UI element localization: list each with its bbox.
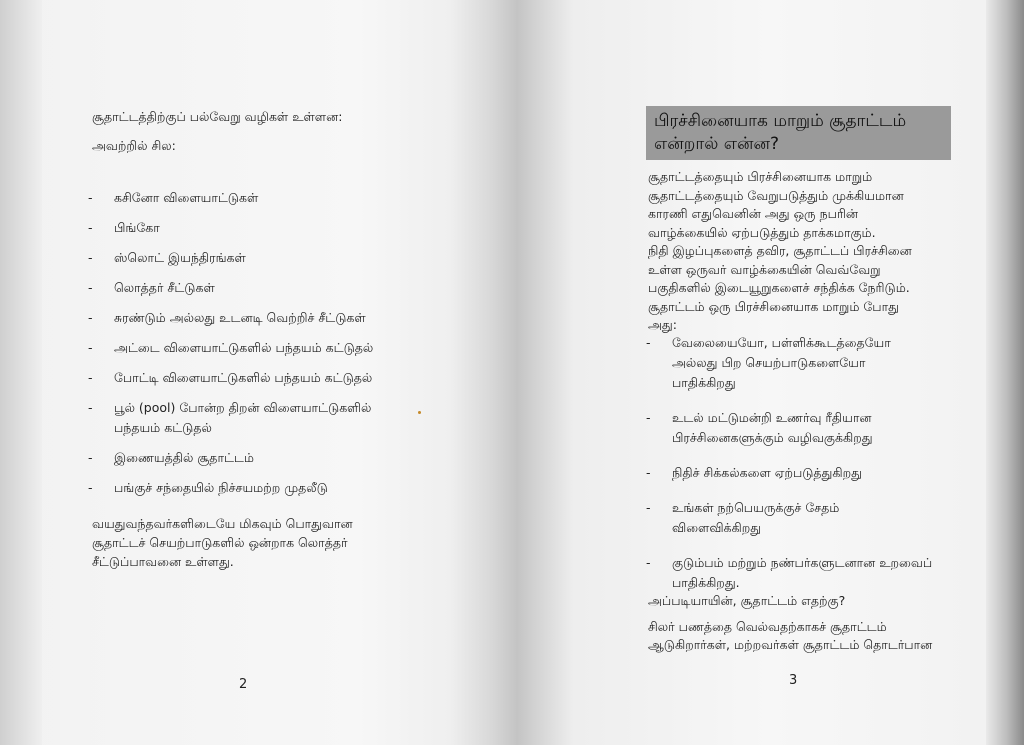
bullet-dash: - [646,410,651,425]
question-line: அப்படியாயின், சூதாட்டம் எதற்கு? [648,593,846,608]
bullet-dash: - [88,250,93,265]
list-item [88,478,373,498]
list-item-text: உங்கள் நற்பெயருக்குச் சேதம் [672,500,840,515]
bullet-dash: - [88,310,93,325]
list-item [646,553,933,593]
list-item-text: லொத்தர் சீட்டுகள் [114,280,215,295]
list-item-text: குடும்பம் மற்றும் நண்பர்களுடனான உறவைப் [672,555,933,570]
bullet-dash: - [646,555,651,570]
bullet-dash: - [88,370,93,385]
bullet-dash: - [646,335,651,350]
list-item-text: வேலையையோ, பள்ளிக்கூடத்தையோ [672,335,891,350]
list-item [88,368,373,388]
bullet-dash: - [646,500,651,515]
list-item-text: நிதிச் சிக்கல்களை ஏற்படுத்துகிறது [672,465,862,480]
list-item-text: பூல் (pool) போன்ற திறன் விளையாட்டுகளில் [114,400,372,415]
closing-line-3: சீட்டுப்பாவனை உள்ளது. [92,554,234,569]
bullet-dash: - [88,220,93,235]
list-item-text: போட்டி விளையாட்டுகளில் பந்தயம் கட்டுதல் [114,370,373,385]
paragraph-line: உள்ள ஒருவர் வாழ்க்கையின் வெவ்வேறு [648,261,881,277]
bullet-dash: - [88,190,93,205]
list-item-text: இணையத்தில் சூதாட்டம் [114,450,254,465]
list-item-text: கசினோ விளையாட்டுகள் [114,190,259,205]
list-item-text: அல்லது பிற செயற்பாடுகளையோ [672,355,866,370]
right-page-edge [986,0,1024,745]
list-item-text: அட்டை விளையாட்டுகளில் பந்தயம் கட்டுதல் [114,340,374,355]
list-item [646,333,932,393]
list-item [646,498,932,538]
left-page [42,0,502,745]
list-item-text: பாதிக்கிறது [672,375,736,390]
list-item [88,188,373,208]
right-page [530,0,984,745]
last-line-2: ஆடுகிறார்கள், மற்றவர்கள் சூதாட்டம் தொடர்பான [648,637,933,652]
list-item-text: சுரண்டும் அல்லது உடனடி வெற்றிச் சீட்டுகள் [114,310,366,325]
last-line-1: சிலர் பணத்தை வெல்வதற்காகச் சூதாட்டம் [648,619,887,634]
bullet-dash: - [88,480,93,495]
list-item-text: ஸ்லொட் இயந்திரங்கள் [114,250,246,265]
bullet-dash: - [88,400,93,415]
intro-paragraph [648,168,912,335]
bullet-dash: - [88,340,93,355]
intro-sub-line: அவற்றில் சில: [92,138,176,153]
list-item [88,398,373,438]
paper-speck [418,411,421,414]
list-item [646,463,932,483]
impacts-list [646,333,933,608]
list-item [88,308,373,328]
paragraph-line: சூதாட்டத்தையும் வேறுபடுத்தும் முக்கியமான [648,187,904,203]
heading-line-1: பிரச்சினையாக மாறும் சூதாட்டம் [654,111,907,131]
closing-line-2: சூதாட்டச் செயற்பாடுகளில் ஒன்றாக லொத்தர் [92,535,348,550]
list-item-text: உடல் மட்டுமன்றி உணர்வு ரீதியான [672,410,872,425]
list-item-text: விளைவிக்கிறது [672,520,762,535]
list-item-text: பிரச்சினைகளுக்கும் வழிவகுக்கிறது [672,430,873,445]
page-number-left: 2 [239,677,248,692]
list-item [88,248,373,268]
paragraph-line: காரணி எதுவெனின் அது ஒரு நபரின் [648,206,859,221]
paragraph-line: பகுதிகளில் இடையூறுகளைச் சந்திக்க நேரிடும். [648,280,910,295]
list-item [88,278,373,298]
paragraph-line: சூதாட்டத்தையும் பிரச்சினையாக மாறும் [648,169,873,184]
list-item-text: பிங்கோ [114,220,160,235]
gambling-types-list [88,188,374,508]
list-item-text: பங்குச் சந்தையில் நிச்சயமற்ற முதலீடு [114,480,328,495]
heading-line-2: என்றால் என்ன? [654,134,779,154]
list-item [88,218,373,238]
list-item-text: பந்தயம் கட்டுதல் [114,420,212,435]
bullet-dash: - [646,465,651,480]
list-item-text: பாதிக்கிறது. [672,575,740,590]
intro-line: சூதாட்டத்திற்குப் பல்வேறு வழிகள் உள்ளன: [92,109,343,124]
list-item [88,448,373,468]
paragraph-line: சூதாட்டம் ஒரு பிரச்சினையாக மாறும் போது [648,298,899,314]
page-number-right: 3 [789,673,798,688]
bullet-dash: - [88,280,93,295]
closing-line-1: வயதுவந்தவர்களிடையே மிகவும் பொதுவான [92,516,353,531]
list-item [646,408,932,448]
paragraph-line: நிதி இழப்புகளைத் தவிர, சூதாட்டப் பிரச்சினை [648,243,912,258]
section-heading [646,106,951,160]
bullet-dash: - [88,450,93,465]
list-item [88,338,374,358]
paragraph-line: வாழ்க்கையில் ஏற்படுத்தும் தாக்கமாகும். [648,224,876,240]
paragraph-line: அது: [648,317,677,332]
left-page-edge [0,0,42,745]
